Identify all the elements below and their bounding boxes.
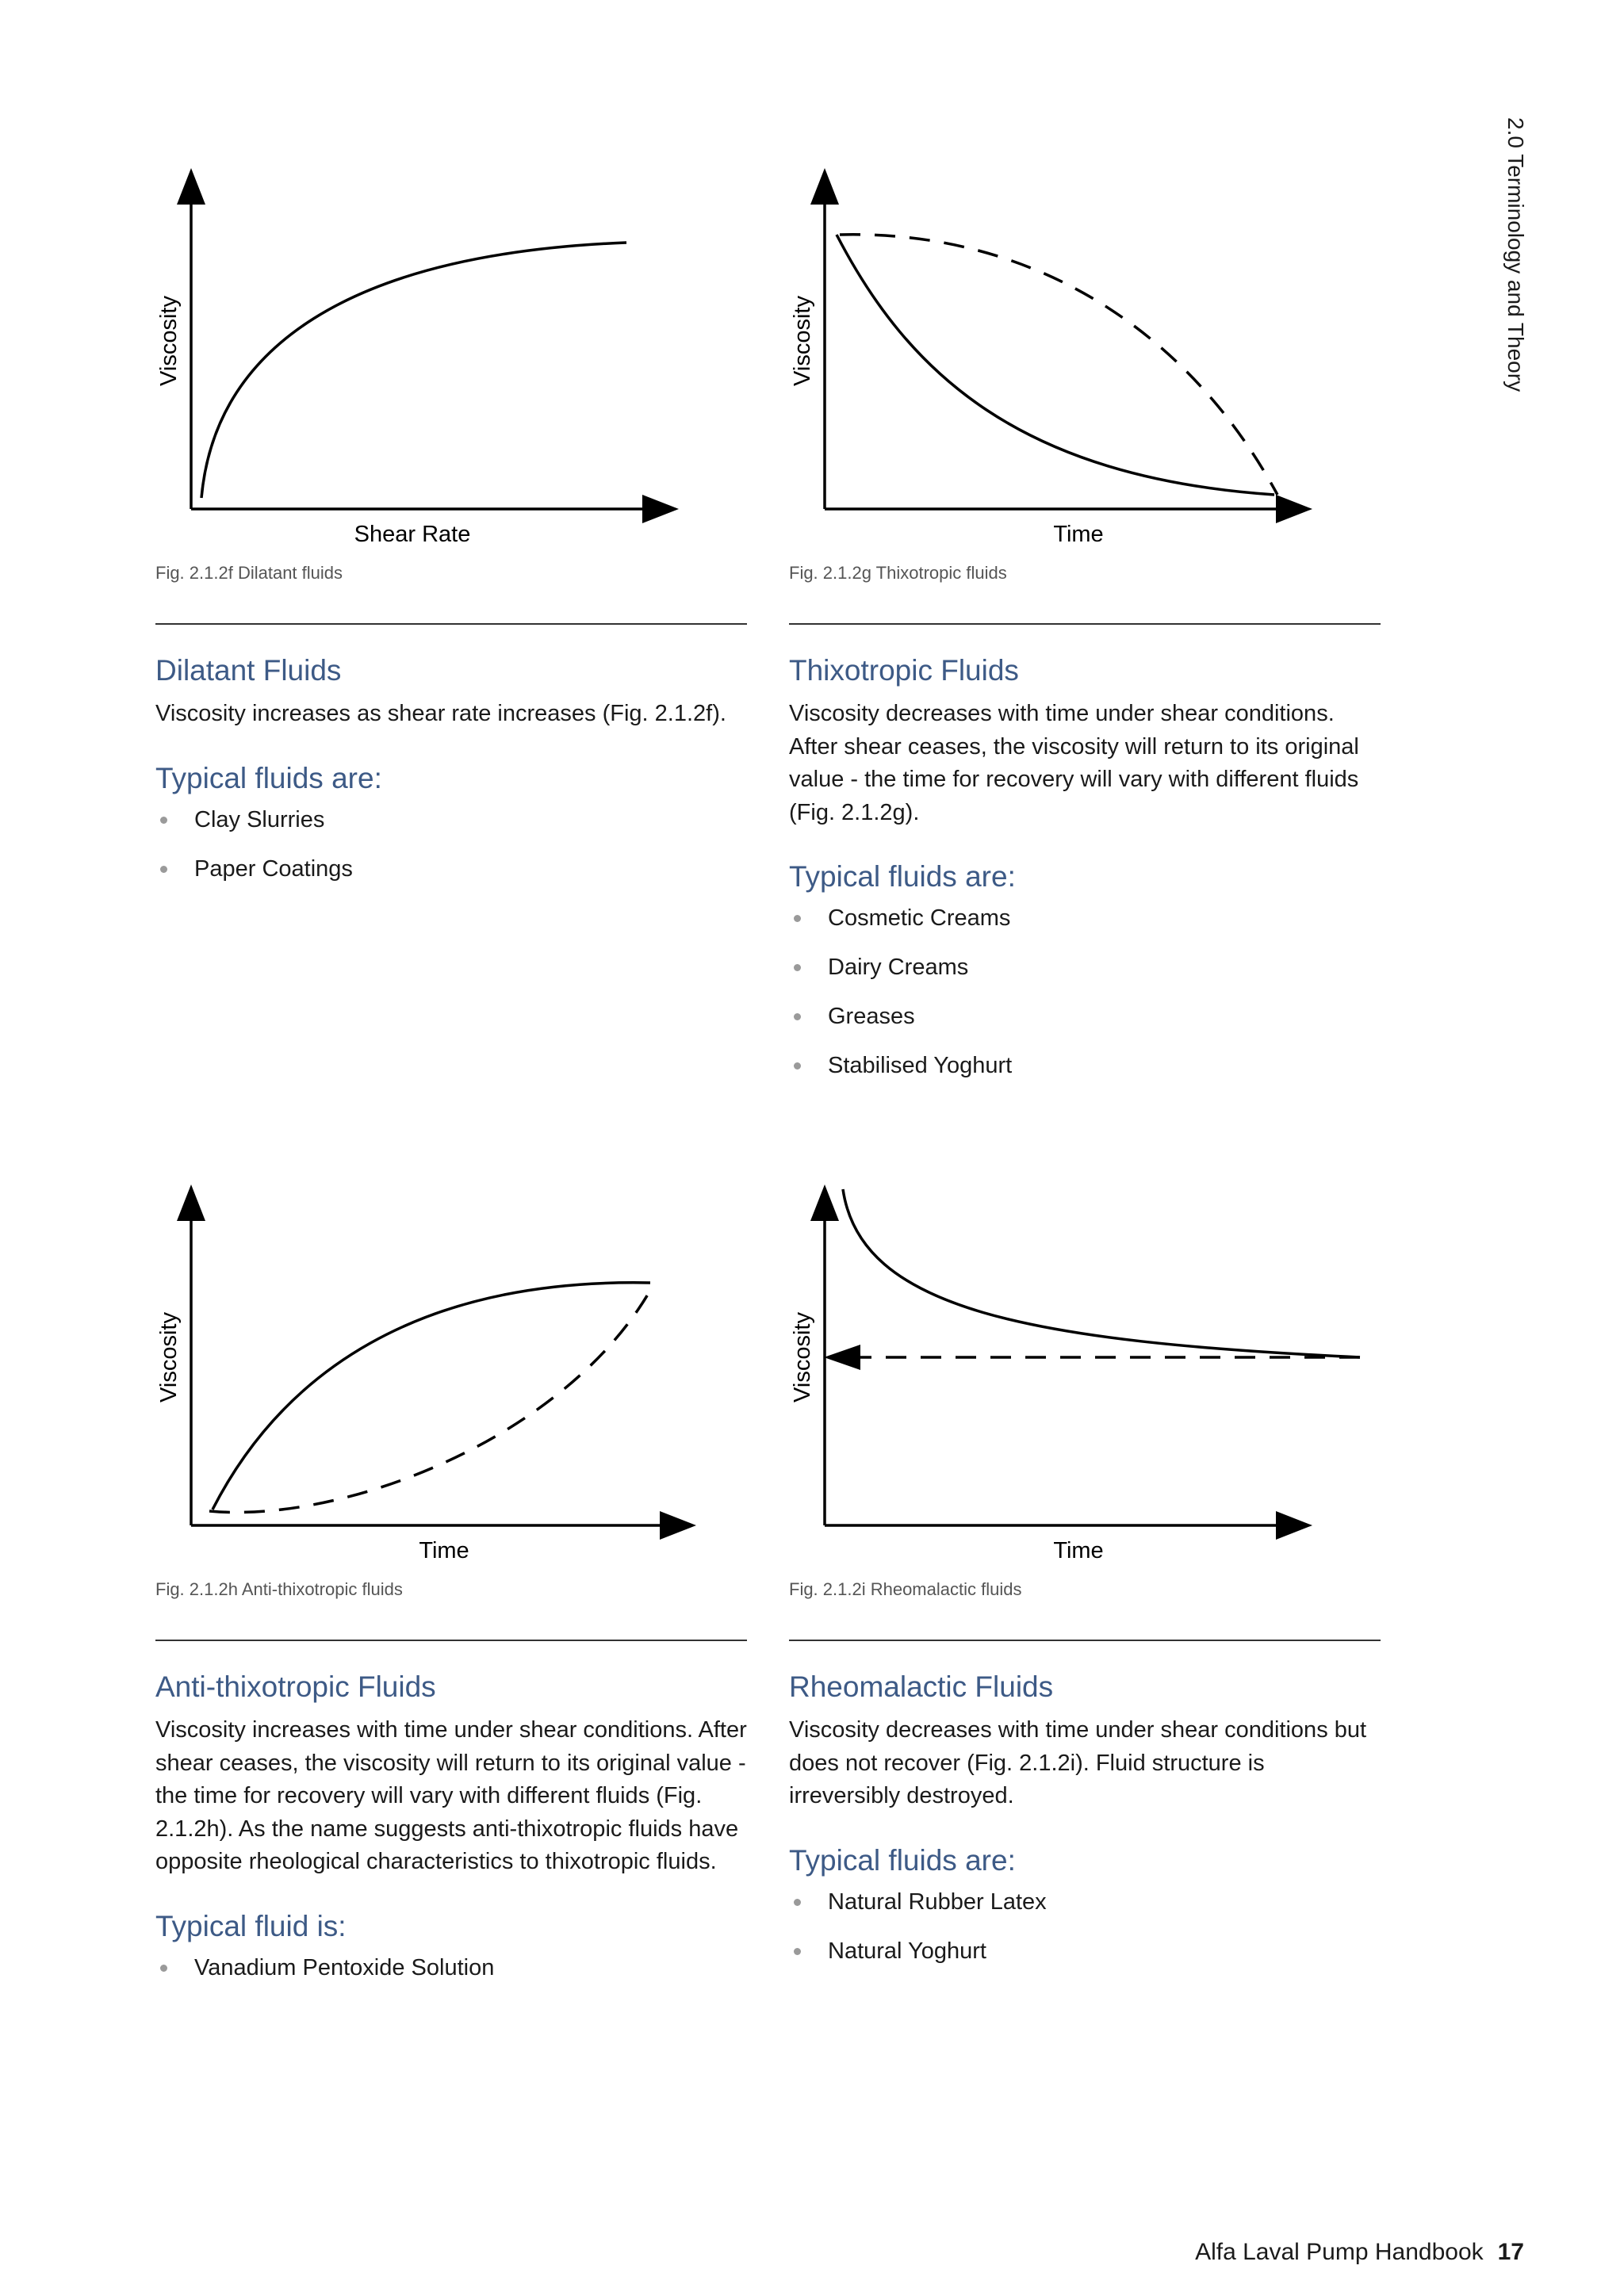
list-heading: Typical fluid is: [155,1909,347,1942]
section-body: Viscosity decreases with time under shear conditions. After shear ceases, the viscosity will return to its original value - the time for recovery will vary with different fluids (Fig. 2.1.2g). [789,701,1359,825]
figure-rheomalactic [789,1183,1281,1611]
divider [789,1640,1381,1641]
divider [789,623,1381,625]
section-body: Viscosity increases with time under shear conditions. After shear ceases, the viscosity will return to its original value - the time for recovery will vary with different fluids (Fig. 2.1.2h). As the name suggests anti-thixotropic fluids have opposite rheological characteristics to thixotropic fluids. [155,1717,747,1874]
y-axis-arrowhead [810,168,839,205]
x-axis-label: Time [1053,1538,1104,1563]
shear-curve [837,235,1274,495]
list-item: Greases [789,999,1381,1034]
anti-thixotropic-diagram [155,1183,695,1579]
list-item: Clay Slurries [155,802,747,837]
figure-caption: Fig. 2.1.2i Rheomalactic fluids [789,1579,1022,1599]
y-axis-label: Viscosity [156,296,182,386]
y-axis-arrowhead [810,1184,839,1221]
figure-caption: Fig. 2.1.2g Thixotropic fluids [789,563,1007,583]
list-item: Stabilised Yoghurt [789,1048,1381,1083]
x-axis-label: Time [419,1538,469,1563]
list-item: Dairy Creams [789,950,1381,985]
book-title: Alfa Laval Pump Handbook [1195,2239,1484,2265]
divider [155,623,747,625]
fluid-list [155,802,747,886]
figure-dilatant [155,166,647,595]
section-header: 2.0 Terminology and Theory [1503,117,1528,392]
bullet-icon [794,915,801,922]
recovery-arrowhead [824,1345,860,1370]
fluid-list [789,901,1381,1083]
x-axis-arrowhead [660,1511,696,1540]
figure-caption: Fig. 2.1.2h Anti-thixotropic fluids [155,1579,403,1599]
list-heading: Typical fluids are: [789,1843,1016,1877]
y-axis-arrowhead [177,1184,205,1221]
section-body: Viscosity increases as shear rate increases (Fig. 2.1.2f). [155,701,726,726]
recovery-curve-dashed [209,1288,652,1513]
list-heading: Typical fluids are: [789,860,1016,893]
list-heading: Typical fluids are: [155,761,382,794]
x-axis-arrowhead [1276,1511,1312,1540]
list-item: Natural Rubber Latex [789,1885,1381,1919]
list-item: Cosmetic Creams [789,901,1381,936]
dilatant-diagram [155,166,695,563]
shear-curve [843,1189,1360,1357]
y-axis-label: Viscosity [790,1312,815,1402]
section-title: Rheomalactic Fluids [789,1670,1054,1703]
bullet-icon [794,1948,801,1955]
page-number: 17 [1497,2239,1524,2265]
bullet-icon [794,1899,801,1906]
recovery-curve-dashed [840,235,1277,495]
section-title: Anti-thixotropic Fluids [155,1670,436,1703]
viscosity-curve [201,243,626,498]
page-footer [1195,2239,1524,2266]
x-axis-arrowhead [642,495,679,523]
figure-caption: Fig. 2.1.2f Dilatant fluids [155,563,343,583]
x-axis-arrowhead [1276,495,1312,523]
bullet-icon [160,1965,167,1972]
y-axis-arrowhead [177,168,205,205]
fluid-list [155,1950,747,1985]
section-title: Thixotropic Fluids [789,654,1019,687]
y-axis-label: Viscosity [156,1312,182,1402]
bullet-icon [794,1062,801,1070]
section-anti-thixotropic [155,1640,747,1999]
section-title: Dilatant Fluids [155,654,342,687]
bullet-icon [160,866,167,873]
x-axis-label: Time [1053,522,1104,547]
bullet-icon [794,964,801,971]
x-axis-label: Shear Rate [354,522,471,547]
section-thixotropic [789,623,1381,1097]
section-body: Viscosity decreases with time under shear conditions but does not recover (Fig. 2.1.2i). Fluid structure is irreversibly destroyed. [789,1717,1367,1808]
shear-curve [213,1283,650,1510]
list-item: Paper Coatings [155,851,747,886]
bullet-icon [160,817,167,824]
rheomalactic-diagram [789,1183,1328,1579]
figure-thixotropic [789,166,1281,595]
thixotropic-diagram [789,166,1328,563]
figure-anti-thixotropic [155,1183,647,1611]
divider [155,1640,747,1641]
list-item: Natural Yoghurt [789,1934,1381,1969]
section-dilatant [155,623,747,901]
bullet-icon [794,1013,801,1020]
fluid-list [789,1885,1381,1969]
section-rheomalactic [789,1640,1381,1983]
list-item: Vanadium Pentoxide Solution [155,1950,747,1985]
y-axis-label: Viscosity [790,296,815,386]
